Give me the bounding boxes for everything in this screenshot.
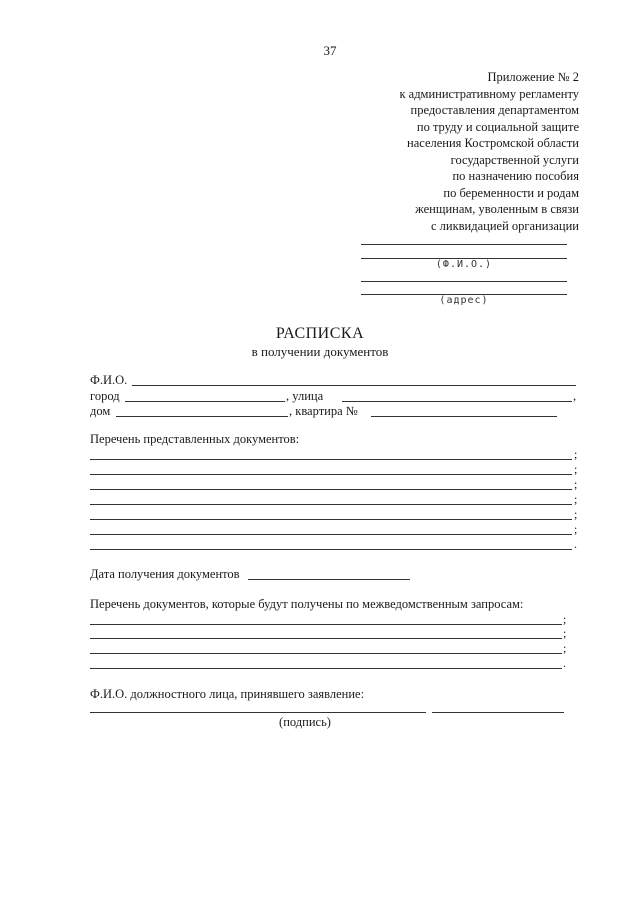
- submitted-docs-label: Перечень представленных документов:: [90, 432, 300, 446]
- page-number: 37: [323, 43, 337, 58]
- appendix-line: с ликвидацией организации: [430, 218, 579, 233]
- address-line-1[interactable]: [361, 281, 567, 282]
- appendix-line: Приложение № 2: [487, 70, 579, 84]
- apartment-field[interactable]: [371, 416, 557, 417]
- submitted-doc-line[interactable]: [90, 489, 572, 490]
- official-name-field[interactable]: [90, 712, 426, 713]
- house-label: дом: [90, 404, 111, 418]
- street-field[interactable]: [342, 401, 572, 402]
- document-title: РАСПИСКА: [275, 325, 365, 342]
- line-period: .: [574, 537, 577, 551]
- appendix-line: предоставления департаментом: [410, 103, 579, 117]
- line-semicolon: ;: [563, 626, 567, 640]
- signature-field[interactable]: [432, 712, 564, 713]
- fio-field[interactable]: [132, 385, 576, 386]
- interagency-doc-line[interactable]: [90, 668, 562, 669]
- appendix-line: по назначению пособия: [452, 169, 579, 183]
- street-label: , улица: [286, 389, 324, 403]
- submitted-doc-line[interactable]: [90, 534, 572, 535]
- line-semicolon: ;: [563, 641, 567, 655]
- city-field[interactable]: [125, 401, 285, 402]
- signature-caption: (подпись): [279, 715, 331, 729]
- date-field[interactable]: [248, 579, 410, 580]
- submitted-doc-line[interactable]: [90, 474, 572, 475]
- address-caption: (адрес): [439, 295, 489, 306]
- fio-caption: (Ф.И.О.): [435, 259, 493, 270]
- interagency-label: Перечень документов, которые будут получены по межведомственным запросам:: [90, 597, 524, 611]
- fio-label: Ф.И.О.: [90, 373, 128, 387]
- house-field[interactable]: [116, 416, 288, 417]
- apartment-label: , квартира №: [289, 404, 358, 418]
- date-label: Дата получения документов: [90, 567, 240, 581]
- line-semicolon: ;: [574, 492, 578, 506]
- submitted-doc-line[interactable]: [90, 549, 572, 550]
- fio-line-1[interactable]: [361, 244, 567, 245]
- interagency-doc-line[interactable]: [90, 624, 562, 625]
- appendix-block: [399, 69, 579, 234]
- line-semicolon: ;: [574, 522, 578, 536]
- line-semicolon: ;: [574, 447, 578, 461]
- interagency-doc-line[interactable]: [90, 638, 562, 639]
- appendix-line: по беременности и родам: [443, 185, 579, 200]
- interagency-doc-line[interactable]: [90, 653, 562, 654]
- appendix-line: государственной услуги: [450, 152, 579, 167]
- official-label: Ф.И.О. должностного лица, принявшего заявление:: [90, 687, 365, 701]
- line-semicolon: ;: [574, 462, 578, 476]
- submitted-doc-line[interactable]: [90, 504, 572, 505]
- line-semicolon: ;: [574, 507, 578, 521]
- appendix-line: населения Костромской области: [407, 136, 579, 150]
- appendix-line: к административному регламенту: [399, 86, 579, 101]
- appendix-line: женщинам, уволенным в связи: [415, 202, 579, 216]
- line-period: .: [563, 656, 566, 670]
- document-subtitle: в получении документов: [251, 344, 389, 359]
- appendix-line: по труду и социальной защите: [416, 119, 579, 134]
- line-semicolon: ;: [563, 612, 567, 626]
- submitted-doc-line[interactable]: [90, 519, 572, 520]
- street-comma: ,: [573, 389, 577, 403]
- submitted-doc-line[interactable]: [90, 459, 572, 460]
- city-label: город: [90, 389, 120, 403]
- line-semicolon: ;: [574, 477, 578, 491]
